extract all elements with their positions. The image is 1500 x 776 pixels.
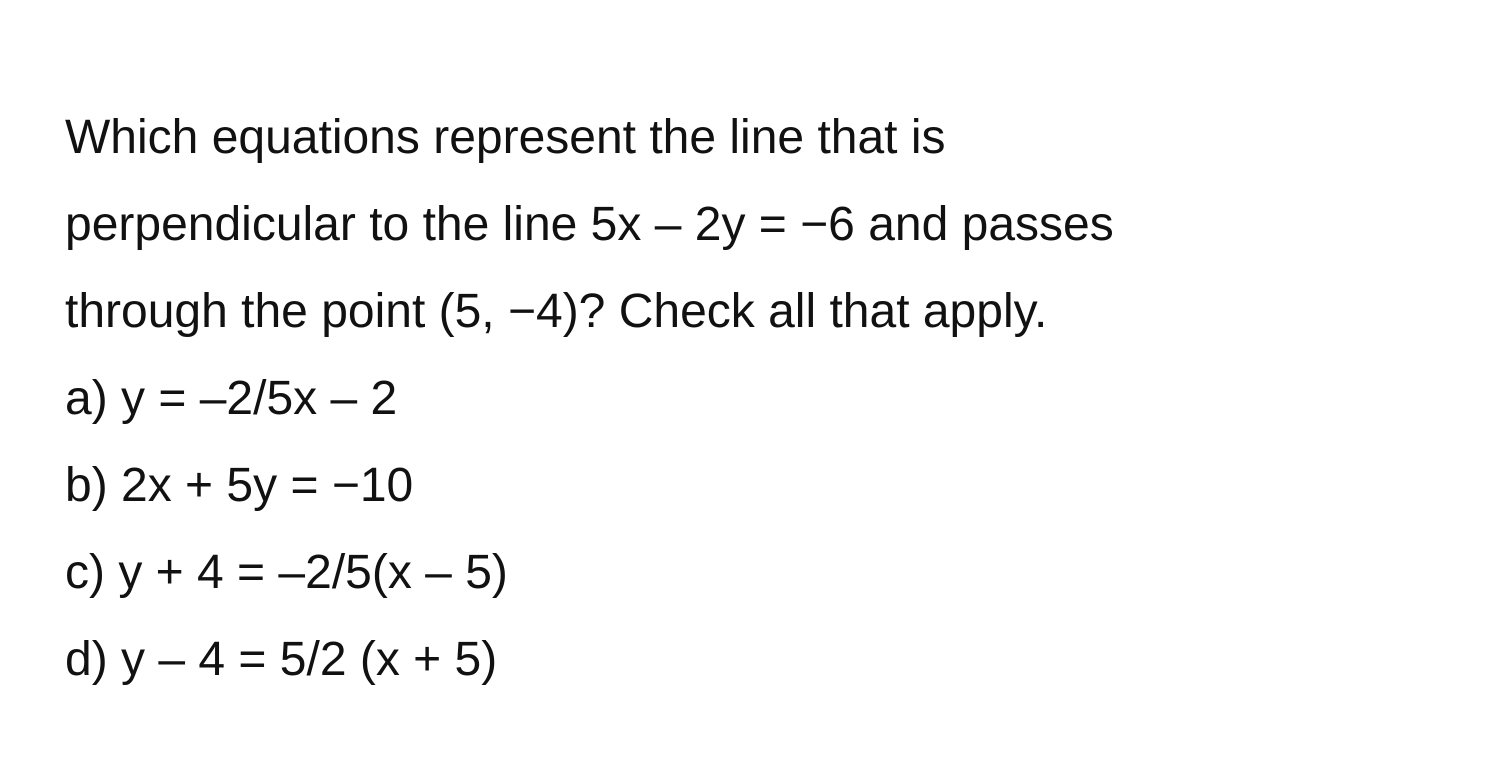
question-line-3: through the point (5, −4)? Check all that apply. [65,285,1048,338]
option-b: b) 2x + 5y = −10 [65,459,414,512]
option-d: d) y – 4 = 5/2 (x + 5) [65,633,498,686]
question-block [65,94,1465,703]
option-c: c) y + 4 = –2/5(x – 5) [65,546,508,599]
option-a: a) y = –2/5x – 2 [65,372,398,425]
answer-options [65,355,1465,703]
question-line-2: perpendicular to the line 5x – 2y = −6 and passes [65,198,1114,251]
question-line-1: Which equations represent the line that is [65,111,946,164]
